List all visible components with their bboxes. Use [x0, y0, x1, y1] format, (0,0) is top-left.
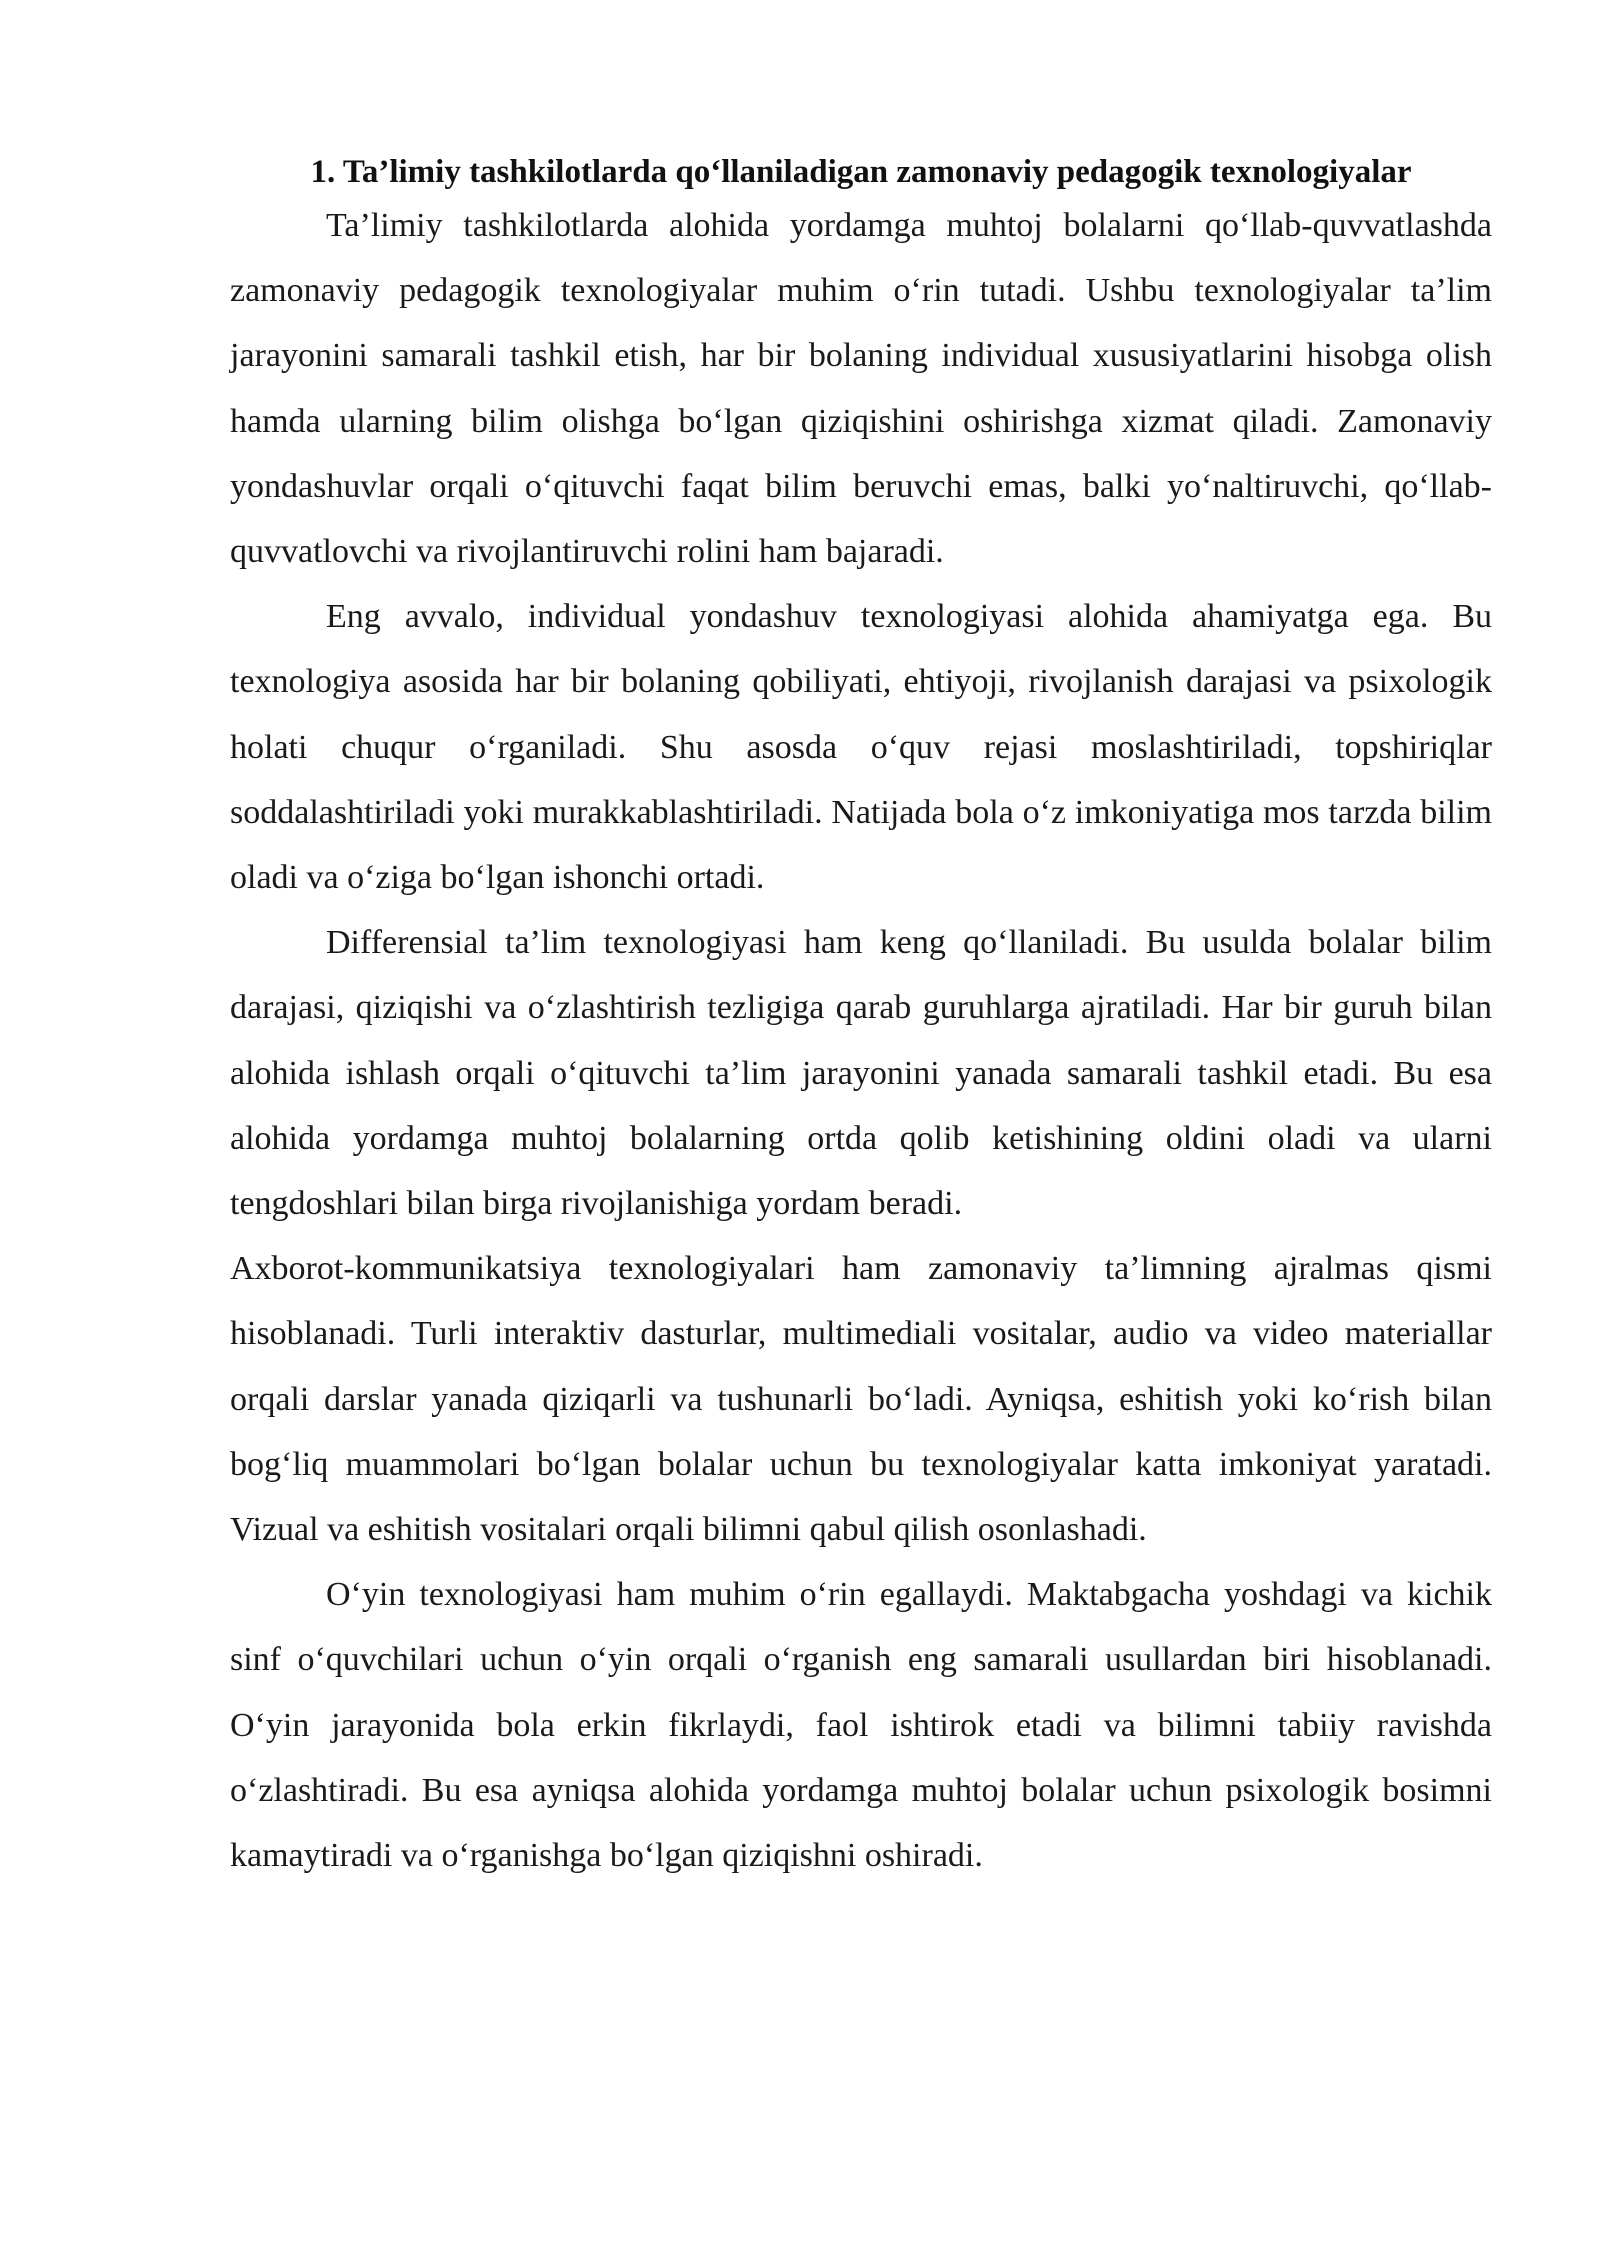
paragraph-game-technology: O‘yin texnologiyasi ham muhim o‘rin egallaydi. Maktabgacha yoshdagi va kichik sinf o‘quvchilari uchun o‘yin orqali o‘rganish eng samarali usullardan biri hisoblanadi. O‘yin jarayonida bola erkin fikrlaydi, faol ishtirok etadi va bilimni tabiiy ravishda o‘zlashtiradi. Bu esa ayniqsa alohida yordamga muhtoj bolalar uchun psixologik bosimni kamaytiradi va o‘rganishga bo‘lgan qiziqishni oshiradi. — [230, 1576, 1492, 1875]
paragraph-ict: Axborot-kommunikatsiya texnologiyalari ham zamonaviy ta’limning ajralmas qismi hisoblanadi. Turli interaktiv dasturlar, multimediali vositalar, audio va video materiallar orqali darslar yanada qiziqarli va tushunarli bo‘ladi. Ayniqsa, eshitish yoki ko‘rish bilan bog‘liq muammolari bo‘lgan bolalar uchun bu texnologiyalar katta imkoniyat yaratadi. Vizual va eshitish vositalari orqali bilimni qabul qilish osonlashadi. — [230, 1250, 1492, 1549]
section-heading: 1. Ta’limiy tashkilotlarda qo‘llaniladigan zamonaviy pedagogik texnologiyalar — [310, 154, 1412, 190]
document-body — [230, 152, 1492, 1888]
paragraph-individual-approach: Eng avvalo, individual yondashuv texnologiyasi alohida ahamiyatga ega. Bu texnologiya asosida har bir bolaning qobiliyati, ehtiyoji, rivojlanish darajasi va psixologik holati chuqur o‘rganiladi. Shu asosda o‘quv rejasi moslashtiriladi, topshiriqlar soddalashtiriladi yoki murakkablashtiriladi. Natijada bola o‘z imkoniyatiga mos tarzda bilim oladi va o‘ziga bo‘lgan ishonchi ortadi. — [230, 598, 1492, 897]
paragraph-differential-education: Differensial ta’lim texnologiyasi ham keng qo‘llaniladi. Bu usulda bolalar bilim darajasi, qiziqishi va o‘zlashtirish tezligiga qarab guruhlarga ajratiladi. Har bir guruh bilan alohida ishlash orqali o‘qituvchi ta’lim jarayonini yanada samarali tashkil etadi. Bu esa alohida yordamga muhtoj bolalarning ortda qolib ketishining oldini oladi va ularni tengdoshlari bilan birga rivojlanishiga yordam beradi. — [230, 924, 1492, 1223]
paragraph-introduction: Ta’limiy tashkilotlarda alohida yordamga muhtoj bolalarni qo‘llab-quvvatlashda zamonaviy pedagogik texnologiyalar muhim o‘rin tutadi. Ushbu texnologiyalar ta’lim jarayonini samarali tashkil etish, har bir bolaning individual xususiyatlarini hisobga olish hamda ularning bilim olishga bo‘lgan qiziqishini oshirishga xizmat qiladi. Zamonaviy yondashuvlar orqali o‘qituvchi faqat bilim beruvchi emas, balki yo‘naltiruvchi, qo‘llab-quvvatlovchi va rivojlantiruvchi rolini ham bajaradi. — [230, 207, 1492, 571]
